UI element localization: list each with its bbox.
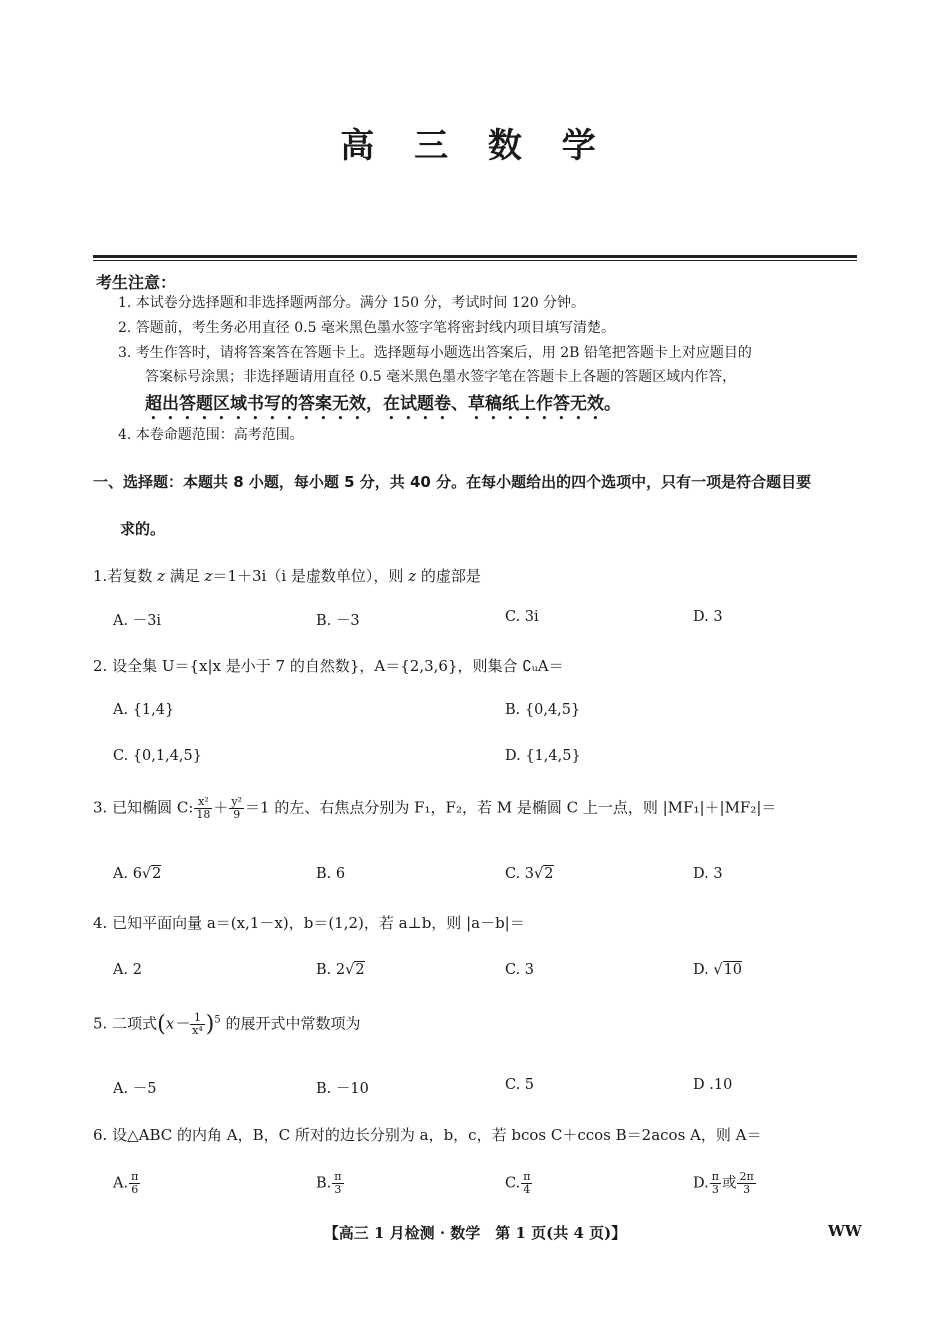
q2-option-d: D. {1,4,5} [505,748,581,764]
q2-option-b: B. {0,4,5} [505,702,581,718]
q1-option-b: B. －3 [316,613,360,629]
page-title: 高 三 数 学 [340,126,610,166]
fraction-1-x4: $\frac{1}{\text{x⁴}}$ [192,1011,203,1037]
q1-option-c: C. 3i [505,609,539,625]
notice-item-4: 4. 本卷命题范围：高考范围。 [118,427,304,443]
question-3: 3. 已知椭圆 C: $\frac{\text{x²}}{18}$ ＋ $\frac{\text{y²}}{9}$ ＝1 的左、右焦点分别为 F₁，F₂，若 M 是椭圆 C 上一点，则 |MF₁|＋|MF₂|＝ [93,795,777,821]
q3-option-c: C. 3√2 [505,866,554,882]
question-4: 4. 已知平面向量 a＝(x,1－x)，b＝(1,2)，若 a⊥b，则 |a－b|＝ [93,914,525,932]
notice-item-2: 2. 答题前，考生务必用直径 0.5 毫米黑色墨水签字笔将密封线内项目填写清楚。 [118,320,615,336]
q6-option-d: D. $\frac{\pi}{3}$ 或 $\frac{2\pi}{3}$ [693,1170,754,1196]
q3-option-b: B. 6 [316,866,346,882]
section-heading-line2: 求的。 [120,520,166,538]
fraction-y2-9: $\frac{\text{y²}}{9}$ [231,795,243,821]
question-2: 2. 设全集 U＝{x|x 是小于 7 的自然数}，A＝{2,3,6}，则集合 ∁ᵤA＝ [93,657,564,675]
q5-option-a: A. －5 [113,1081,157,1097]
q2-option-c: C. {0,1,4,5} [113,748,202,764]
question-6: 6. 设△ABC 的内角 A，B，C 所对的边长分别为 a，b，c，若 bcos C＋ccos B＝2acos A，则 A＝ [93,1126,762,1144]
question-5: 5. 二项式(x－ $\frac{1}{\text{x⁴}}$ )$^5$ 的展开式中常数项为 [93,1011,361,1037]
paper-code: WW [828,1222,862,1240]
q6-option-c: C. $\frac{\pi}{4}$ [505,1170,531,1196]
q2-option-a: A. {1,4} [113,702,175,718]
q4-option-c: C. 3 [505,962,535,978]
fraction-x2-18: $\frac{\text{x²}}{18}$ [196,795,211,821]
page-footer: 【高三 1 月检测 · 数学 第 1 页(共 4 页)】 [323,1224,627,1242]
header-rule-thick [93,255,857,258]
q4-option-a: A. 2 [113,962,142,978]
q1-option-d: D. 3 [693,609,723,625]
q5-option-c: C. 5 [505,1077,535,1093]
q6-option-a: A. $\frac{\pi}{6}$ [113,1170,139,1196]
notice-item-3-cont: 答案标号涂黑；非选择题请用直径 0.5 毫米黑色墨水签字笔在答题卡上各题的答题区域内作答， [145,369,737,385]
q4-option-d: D. √10 [693,962,743,978]
section-heading-line1: 一、选择题：本题共 8 小题，每小题 5 分，共 40 分。在每小题给出的四个选项中，只有一项是符合题目要 [93,473,812,491]
q1-option-a: A. －3i [113,613,162,629]
notice-emphasis: 超出答题区域书写的答案无效，在试题卷、草稿纸上作答无效。 [145,394,621,414]
q4-option-b: B. 2√2 [316,962,365,978]
notice-item-3: 3. 考生作答时，请将答案答在答题卡上。选择题每小题选出答案后，用 2B 铅笔把答题卡上对应题目的 [118,345,752,361]
notice-heading: 考生注意： [96,273,177,292]
q5-option-d: D .10 [693,1077,733,1093]
q3-option-a: A. 6√2 [113,866,162,882]
q5-option-b: B. －10 [316,1081,369,1097]
q6-option-b: B. $\frac{\pi}{3}$ [316,1170,342,1196]
notice-item-1: 1. 本试卷分选择题和非选择题两部分。满分 150 分，考试时间 120 分钟。 [118,295,586,311]
header-rule-thin [93,260,857,261]
q3-option-d: D. 3 [693,866,723,882]
question-1: 1.若复数 z 满足 z＝1＋3i（i 是虚数单位），则 z 的虚部是 [93,567,481,585]
